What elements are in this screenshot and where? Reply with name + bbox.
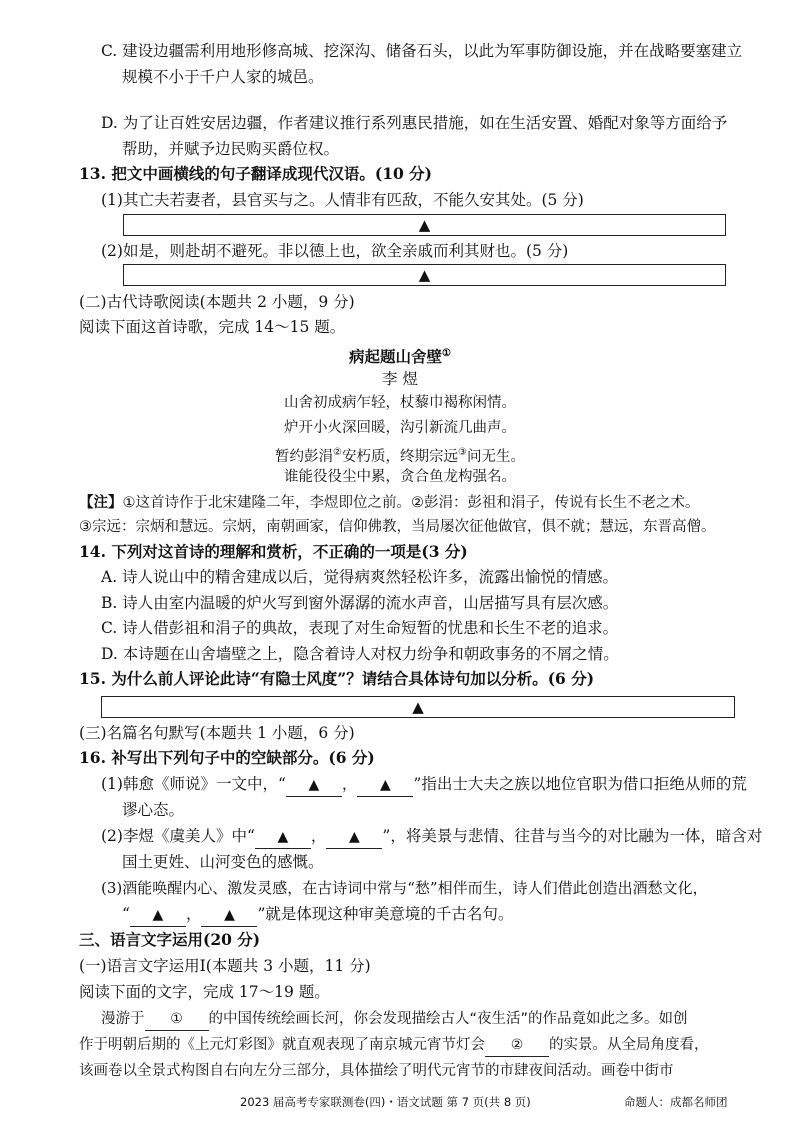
page-footer-right: 命题人：成都名师团 [624, 1095, 728, 1109]
q16-item-2-prefix: (2)李煜《虞美人》中“ [101, 827, 255, 845]
q13-title [79, 163, 432, 185]
poem-title-text: 病起题山舍壁 [349, 347, 443, 367]
poem-line-3-part-b: 安朽质，终期宗远 [342, 448, 458, 465]
passage-line-2 [79, 1034, 709, 1057]
passage-line-1-b: 的中国传统绘画长河，你会发现描绘古人“夜生活”的作品竟如此之多。如创 [208, 1011, 688, 1027]
q16-item-1-suffix: ”指出士大夫之族以地位官职为借口拒绝从师的荒 [413, 775, 747, 793]
answer-triangle-icon: ▲ [412, 697, 424, 716]
notes-text-1: ①这首诗作于北宋建隆二年，李煜即位之前。②彭涓：彭祖和涓子，传说有长生不老之术。 [122, 495, 700, 511]
page-footer-center: 2023 届高考专家联测卷(四)・语文试题 第 7 页(共 8 页) [240, 1095, 531, 1109]
passage-line-2-a: 作于明朝后期的《上元灯彩图》就直观表现了南京城元宵节灯会 [79, 1037, 485, 1053]
poem-line-3 [0, 442, 800, 468]
q16-blank-3b[interactable]: ▲ [201, 904, 257, 927]
q16-item-1-line1 [101, 773, 747, 797]
q13-answer-box-2[interactable] [123, 264, 726, 286]
q12-option-c-line2: 规模不小于千户人家的城邑。 [122, 68, 324, 86]
q16-title [79, 747, 375, 769]
q16-blank-3a[interactable]: ▲ [130, 904, 186, 927]
q14-title [79, 541, 468, 563]
q13-sentence-1: (1)其亡夫若妻者，县官买与之。人情非有匹敌，不能久安其处。(5 分) [101, 191, 584, 209]
q16-blank-2b[interactable]: ▲ [326, 826, 382, 849]
passage-line-3: 该画卷以全景式构图自右向左分三部分，具体描绘了明代元宵节的市肆夜间活动。画卷中街市 [79, 1063, 674, 1079]
q16-item-1-prefix: (1)韩愈《师说》一文中，“ [101, 775, 286, 793]
poem-title [0, 343, 800, 368]
notes-label: 【注】 [79, 494, 123, 511]
q14-option-a: A. 诗人说山中的精舍建成以后，觉得病爽然轻松许多，流露出愉悦的情感。 [101, 568, 619, 586]
q16-item-3-suffix: ”就是体现这种审美意境的千古名句。 [257, 905, 514, 923]
q13-title-text: 13. 把文中画横线的句子翻译成现代汉语。(10 分) [79, 164, 432, 183]
section-2-intro: 阅读下面这首诗歌，完成 14～15 题。 [79, 318, 346, 336]
q14-option-c: C. 诗人借彭祖和涓子的典故，表现了对生命短暂的忧患和长生不老的追求。 [101, 619, 619, 637]
q16-item-2-line2: 国土更姓、山河变色的感慨。 [122, 853, 324, 871]
q16-item-3-open-quote: “ [122, 905, 130, 923]
section-2-title: (二)古代诗歌阅读(本题共 2 小题，9 分) [79, 293, 355, 311]
q16-item-3-sep: ， [185, 905, 202, 923]
q16-item-1-line2: 谬心态。 [122, 801, 185, 819]
answer-triangle-icon: ▲ [418, 215, 431, 234]
q14-option-d: D. 本诗题在山舍墙壁之上，隐含着诗人对权力纷争和朝政事务的不屑之情。 [101, 645, 619, 663]
poem-title-note: ① [442, 348, 451, 359]
q13-answer-box-1[interactable] [123, 214, 726, 236]
passage-blank-2[interactable]: ② [485, 1034, 549, 1057]
q16-item-2-suffix: ”，将美景与悲情、往昔与当今的对比融为一体，暗含对 [382, 827, 763, 845]
q16-title-text: 16. 补写出下列句子中的空缺部分。(6 分) [79, 748, 375, 767]
passage-blank-1[interactable]: ① [145, 1008, 209, 1031]
q16-blank-2a[interactable]: ▲ [255, 826, 311, 849]
q12-option-d-line1: D. 为了让百姓安居边疆，作者建议推行系列惠民措施，如在生活安置、婚配对象等方面给予 [101, 114, 728, 132]
poem-note-mark-2: ② [333, 447, 342, 458]
poem-line-3-part-a: 暂约彭涓 [275, 448, 334, 465]
poem-line-2: 炉开小火深回暖，沟引新流几曲声。 [284, 420, 516, 436]
q16-item-1-sep: ， [341, 775, 358, 793]
q16-item-3-line2 [122, 903, 513, 927]
section-3-title: (三)名篇名句默写(本题共 1 小题，6 分) [79, 724, 355, 742]
q16-blank-1a[interactable]: ▲ [286, 774, 342, 797]
passage-line-2-b: 的实景。从全局角度看， [549, 1037, 709, 1053]
q15-title [79, 668, 594, 690]
q14-title-text: 14. 下列对这首诗的理解和赏析，不正确的一项是(3 分) [79, 542, 468, 561]
poem-line-3-part-c: 问无生。 [466, 448, 525, 465]
q14-option-b: B. 诗人由室内温暖的炉火写到窗外潺潺的流水声音，山居描写具有层次感。 [101, 594, 619, 612]
q15-answer-box[interactable] [101, 696, 735, 718]
poem-notes-line-1 [79, 492, 700, 514]
part-3-intro: 阅读下面的文字，完成 17～19 题。 [79, 983, 330, 1001]
q16-item-3-line1: (3)酒能唤醒内心、激发灵感，在古诗词中常与“愁”相伴而生，诗人们借此创造出酒愁文化， [101, 879, 708, 897]
q12-option-d-line2: 帮助，并赋予边民购买爵位权。 [122, 140, 340, 158]
poem-line-4: 谁能役役尘中累，贪合鱼龙构强名。 [284, 469, 516, 485]
poem-note-mark-3: ③ [458, 447, 467, 458]
q12-option-c-line1: C. 建设边疆需利用地形修高城、挖深沟、储备石头，以此为军事防御设施，并在战略要塞建立 [101, 42, 743, 60]
poem-author: 李 煜 [382, 370, 418, 388]
q16-blank-1b[interactable]: ▲ [357, 774, 413, 797]
answer-triangle-icon: ▲ [418, 265, 431, 284]
q16-item-2-line1 [101, 825, 762, 849]
q15-title-text: 15. 为什么前人评论此诗“有隐士风度”？请结合具体诗句加以分析。(6 分) [79, 669, 595, 688]
part-3-title: 三、语言文字运用(20 分) [79, 930, 261, 949]
q16-item-2-sep: ， [310, 827, 327, 845]
poem-notes-line-2: ③宗远：宗炳和慧远。宗炳，南朝画家，信仰佛教，当局屡次征他做官，俱不就；慧远，东晋高僧。 [79, 519, 716, 535]
passage-line-1 [101, 1008, 688, 1031]
q13-sentence-2: (2)如是，则赴胡不避死。非以德上也，欲全亲戚而利其财也。(5 分) [101, 242, 569, 260]
passage-line-1-a: 漫游于 [101, 1011, 145, 1027]
part-3-subsection-title: (一)语言文字运用Ⅰ(本题共 3 小题，11 分) [79, 957, 371, 975]
poem-line-1: 山舍初成病乍轻，杖藜巾褐称闲情。 [284, 395, 516, 411]
